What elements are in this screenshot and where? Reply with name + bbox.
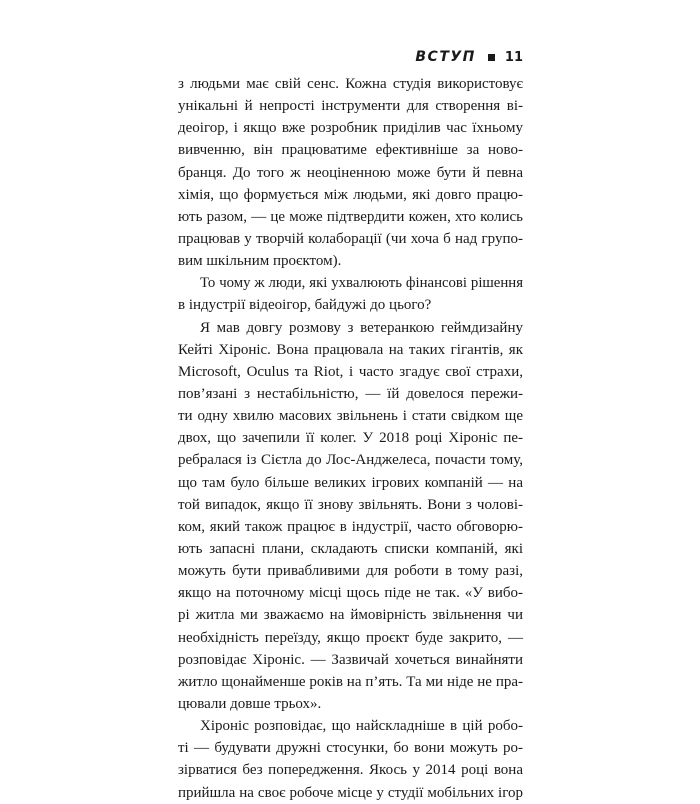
text-line: працював у творчій колаборації (чи хоча б над групо- bbox=[178, 230, 523, 247]
text-line: бранця. До того ж неоціненною може бути й певна bbox=[178, 164, 523, 181]
text-line: ті — будувати дружні стосунки, бо вони можуть ро- bbox=[178, 740, 523, 757]
text-line: ють запасні плани, складають списки компаній, які bbox=[178, 540, 523, 557]
text-line: Хіроніс розповідає, що найскладніше в цій робо- bbox=[200, 718, 523, 735]
text-line: якщо на поточному місці щось піде не так. «У вибо- bbox=[178, 585, 523, 602]
text-line: що там було більше великих ігрових компаній — на bbox=[178, 474, 523, 491]
text-line: пов’язані з нестабільністю, — їй довелося пережи- bbox=[178, 385, 523, 402]
text-line: То чому ж люди, які ухвалюють фінансові рішення bbox=[200, 275, 523, 292]
text-line: той випадок, якщо її знову звільнять. Вони з чолові- bbox=[178, 496, 523, 513]
text-line: Кейті Хіроніс. Вона працювала на таких гігантів, як bbox=[178, 341, 523, 358]
square-separator-icon bbox=[488, 54, 495, 61]
text-line: житло щонайменше років на п’ять. Та ми ніде не пра- bbox=[178, 673, 523, 690]
section-title: ВСТУП bbox=[415, 49, 476, 65]
text-line: в індустрії відеоігор, байдужі до цього? bbox=[178, 297, 432, 314]
text-line: зірватися без попередження. Якось у 2014 році вона bbox=[178, 762, 523, 779]
body-text bbox=[178, 73, 523, 804]
text-line: ребралася із Сієтла до Лос-Анджелеса, почасти тому, bbox=[178, 452, 523, 469]
text-line: ти одну хвилю масових звільнень і стати свідком ще bbox=[178, 408, 523, 425]
text-line: можуть бути привабливими для роботи в тому разі, bbox=[178, 563, 523, 580]
text-line: цювали довше трьох». bbox=[178, 695, 322, 712]
text-line: прийшла на своє робоче місце у студії мобільних ігор bbox=[178, 784, 523, 801]
text-line: двох, що зачепили її колег. У 2018 році Хіроніс пе- bbox=[178, 430, 523, 447]
text-line: вивченню, він працюватиме ефективніше за ново- bbox=[178, 142, 523, 159]
page-number: 11 bbox=[504, 49, 523, 65]
text-line: з людьми має свій сенс. Кожна студія використовує bbox=[178, 76, 523, 92]
paragraph-1 bbox=[178, 73, 523, 272]
text-line: хімія, що формується між людьми, які довго працю- bbox=[178, 186, 523, 203]
paragraph-3 bbox=[178, 317, 523, 716]
text-line: вим шкільним проєктом). bbox=[178, 253, 342, 270]
paragraph-4 bbox=[178, 715, 523, 804]
text-line: розповідає Хіроніс. — Зазвичай хочеться винайняти bbox=[178, 651, 523, 668]
text-line: ють разом, — це може підтвердити кожен, хто колись bbox=[178, 208, 523, 225]
paragraph-2 bbox=[178, 272, 523, 316]
text-line: Я мав довгу розмову з ветеранкою геймдизайну bbox=[200, 319, 523, 336]
running-head bbox=[178, 46, 523, 68]
text-line: ком, який також працює в індустрії, часто обговорю- bbox=[178, 518, 523, 535]
text-line: унікальні й непрості інструменти для створення ві- bbox=[178, 98, 523, 115]
text-line: рі житла ми зважаємо на ймовірність звільнення чи bbox=[178, 607, 523, 624]
text-line: необхідність переїзду, якщо проєкт буде закрито, — bbox=[178, 629, 523, 646]
text-line: Microsoft, Oculus та Riot, і часто згадує свої страхи, bbox=[178, 363, 523, 380]
text-line: деоігор, і якщо вже розробник приділив час їхньому bbox=[178, 120, 523, 137]
